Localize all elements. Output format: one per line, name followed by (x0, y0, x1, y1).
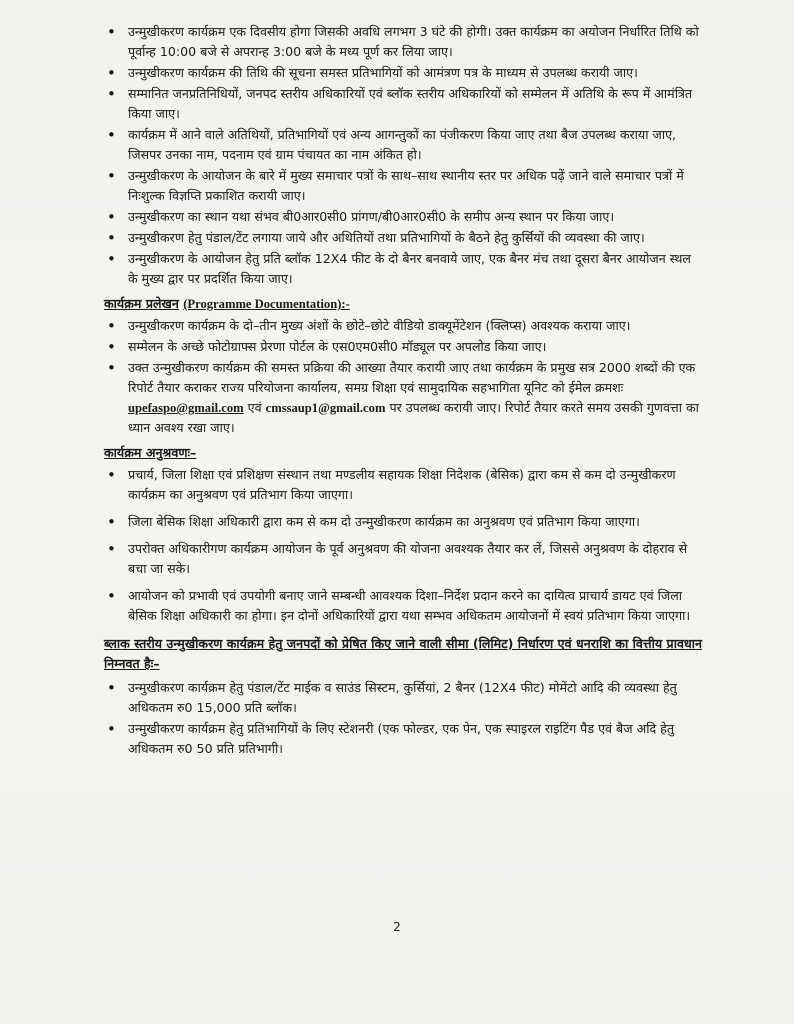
event-guidelines-list (104, 22, 704, 289)
list-item: • उन्मुखीकरण कार्यक्रम एक दिवसीय होगा जिसकी अवधि लगभग 3 घंटे की होगी। उक्त कार्यक्रम का अयोजन निर्धारित तिथि को पूर्वान्ह 10:00 बजे से अपरान्ह 3:00 बजे के मध्य पूर्ण कर लिया जाए। (104, 22, 704, 62)
documentation-list (104, 316, 704, 438)
page-number: 2 (393, 920, 401, 934)
list-item: • उन्मुखीकरण कार्यक्रम हेतु पंडाल/टेंट माईक व साउंड सिस्टम, कुर्सियां, 2 बैनर (12X4 फीट) मोमेंटो आदि की व्यवस्था हेतु अधिकतम रु0 15,000 प्रति ब्लॉक। (104, 678, 704, 718)
monitoring-heading-text: कार्यक्रम अनुश्रवणः– (104, 445, 197, 460)
email-link-upefaspo[interactable]: upefaspo@gmail.com (128, 401, 244, 415)
list-item: • उन्मुखीकरण कार्यक्रम के दो–तीन मुख्य अंशों के छोटे–छोटे वीडियो डाक्यूमेंटेशन (क्लिप्स) अवश्यक कराया जाए। (104, 316, 704, 336)
budget-heading: ब्लाक स्तरीय उन्मुखीकरण कार्यक्रम हेतु जनपदों को प्रेषित किए जाने वाली सीमा (लिमिट) निर्धारण एवं धनराशि का वित्तीय प्रावधान निम्नवत हैः– (104, 636, 702, 671)
report-text-a: उक्त उन्मुखीकरण कार्यक्रम की समस्त प्रक्रिया की आख्या तैयार करायी जाए तथा कार्यक्रम के प्रमुख सत्र 2000 शब्दों की एक रिपोर्ट तैयार कराकर राज्य परियोजना कार्यालय, समग्र शिक्षा एवं सामुदायिक सहभागिता यूनिट को ईमेल क्रमशः (128, 360, 696, 395)
list-item: • सम्मेलन के अच्छे फोटोग्राफ्स प्रेरणा पोर्टल के एस0एम0सी0 मॉड्यूल पर अपलोड किया जाए। (104, 337, 704, 357)
list-item: • कार्यक्रम में आने वाले अतिथियों, प्रतिभागियों एवं अन्य आगन्तुकों का पंजीकरण किया जाए तथा बैज उपलब्ध कराया जाए, जिसपर उनका नाम, पदनाम एवं ग्राम पंचायत का नाम अंकित हो। (104, 125, 704, 165)
list-item: • उन्मुखीकरण कार्यक्रम हेतु प्रतिभागियों के लिए स्टेशनरी (एक फोल्डर, एक पेन, एक स्पाइरल राइटिंग पैड एवं बैज अदि हेतु अधिकतम रु0 50 प्रति प्रतिभागी। (104, 719, 704, 759)
list-item: • उपरोक्त अधिकारीगण कार्यक्रम आयोजन के पूर्व अनुश्रवण की योजना अवश्यक तैयार कर लें, जिससे अनुश्रवण के दोहराव से बचा जा सके। (104, 539, 704, 579)
list-item: • उन्मुखीकरण हेतु पंडाल/टेंट लगाया जाये और अथितियों तथा प्रतिभागियों के बैठने हेतु कुर्सियों की व्यवस्था की जाए। (104, 228, 704, 248)
list-item: • प्रचार्य, जिला शिक्षा एवं प्रशिक्षण संस्थान तथा मण्डलीय सहायक शिक्षा निदेशक (बेसिक) द्वारा कम से कम दो उन्मुखीकरण कार्यक्रम का अनुश्रवण एवं प्रतिभाग किया जाएगा। (104, 465, 704, 505)
list-item: • आयोजन को प्रभावी एवं उपयोगी बनाए जाने सम्बन्धी आवश्यक दिशा–निर्देश प्रदान करने का दायित्व प्राचार्य डायट एवं जिला बेसिक शिक्षा अधिकारी का होगा। इन दोनों अधिकारियों द्वारा यथा सम्भव अधिकतम आयोजनों में स्वयं प्रतिभाग किया जाएगा। (104, 586, 704, 626)
documentation-heading-hindi: कार्यक्रम प्रलेखन (104, 296, 179, 311)
budget-list (104, 678, 704, 759)
email-link-cmssaup1[interactable]: cmssaup1@gmail.com (265, 401, 386, 415)
list-item: • उन्मुखीकरण के आयोजन के बारे में मुख्य समाचार पत्रों के साथ–साथ स्थानीय स्तर पर अधिक पढ़ें जाने वाले समाचार पत्रों में निःशुल्क विज्ञप्ति प्रकाशित करायी जाए। (104, 166, 704, 206)
list-item: • सम्मानित जनप्रतिनिधियों, जनपद स्तरीय अधिकारियों एवं ब्लॉक स्तरीय अधिकारियों को सम्मेलन में अतिथि के रूप में आमंत्रित किया जाए। (104, 84, 704, 124)
list-item (104, 358, 704, 438)
documentation-heading-english: (Programme Documentation):- (183, 297, 350, 311)
list-item: • जिला बेसिक शिक्षा अधिकारी द्वारा कम से कम दो उन्मुखीकरण कार्यक्रम का अनुश्रवण एवं प्रतिभाग किया जाएगा। (104, 512, 704, 532)
list-item: • उन्मुखीकरण कार्यक्रम की तिथि की सूचना समस्त प्रतिभागियों को आमंत्रण पत्र के माध्यम से उपलब्ध करायी जाए। (104, 63, 704, 83)
list-item: • उन्मुखीकरण के आयोजन हेतु प्रति ब्लॉक 12X4 फीट के दो बैनर बनवाये जाए, एक बैनर मंच तथा दूसरा बैनर आयोजन स्थल के मुख्य द्वार पर प्रदर्शित किया जाए। (104, 249, 704, 289)
report-text-b: एवं (247, 400, 262, 415)
list-item: • उन्मुखीकरण का स्थान यथा संभव बी0आर0सी0 प्रांगण/बी0आर0सी0 के समीप अन्य स्थान पर किया जाए। (104, 207, 704, 227)
monitoring-heading (104, 443, 704, 463)
monitoring-list (104, 465, 704, 626)
document-body (104, 22, 704, 760)
documentation-heading (104, 294, 704, 314)
report-text-c: पर उपलब्ध करायी जाए। रिपोर्ट तैयार करते समय उसकी गुणवत्ता का ध्यान अवश्य रखा जाए। (128, 400, 699, 435)
